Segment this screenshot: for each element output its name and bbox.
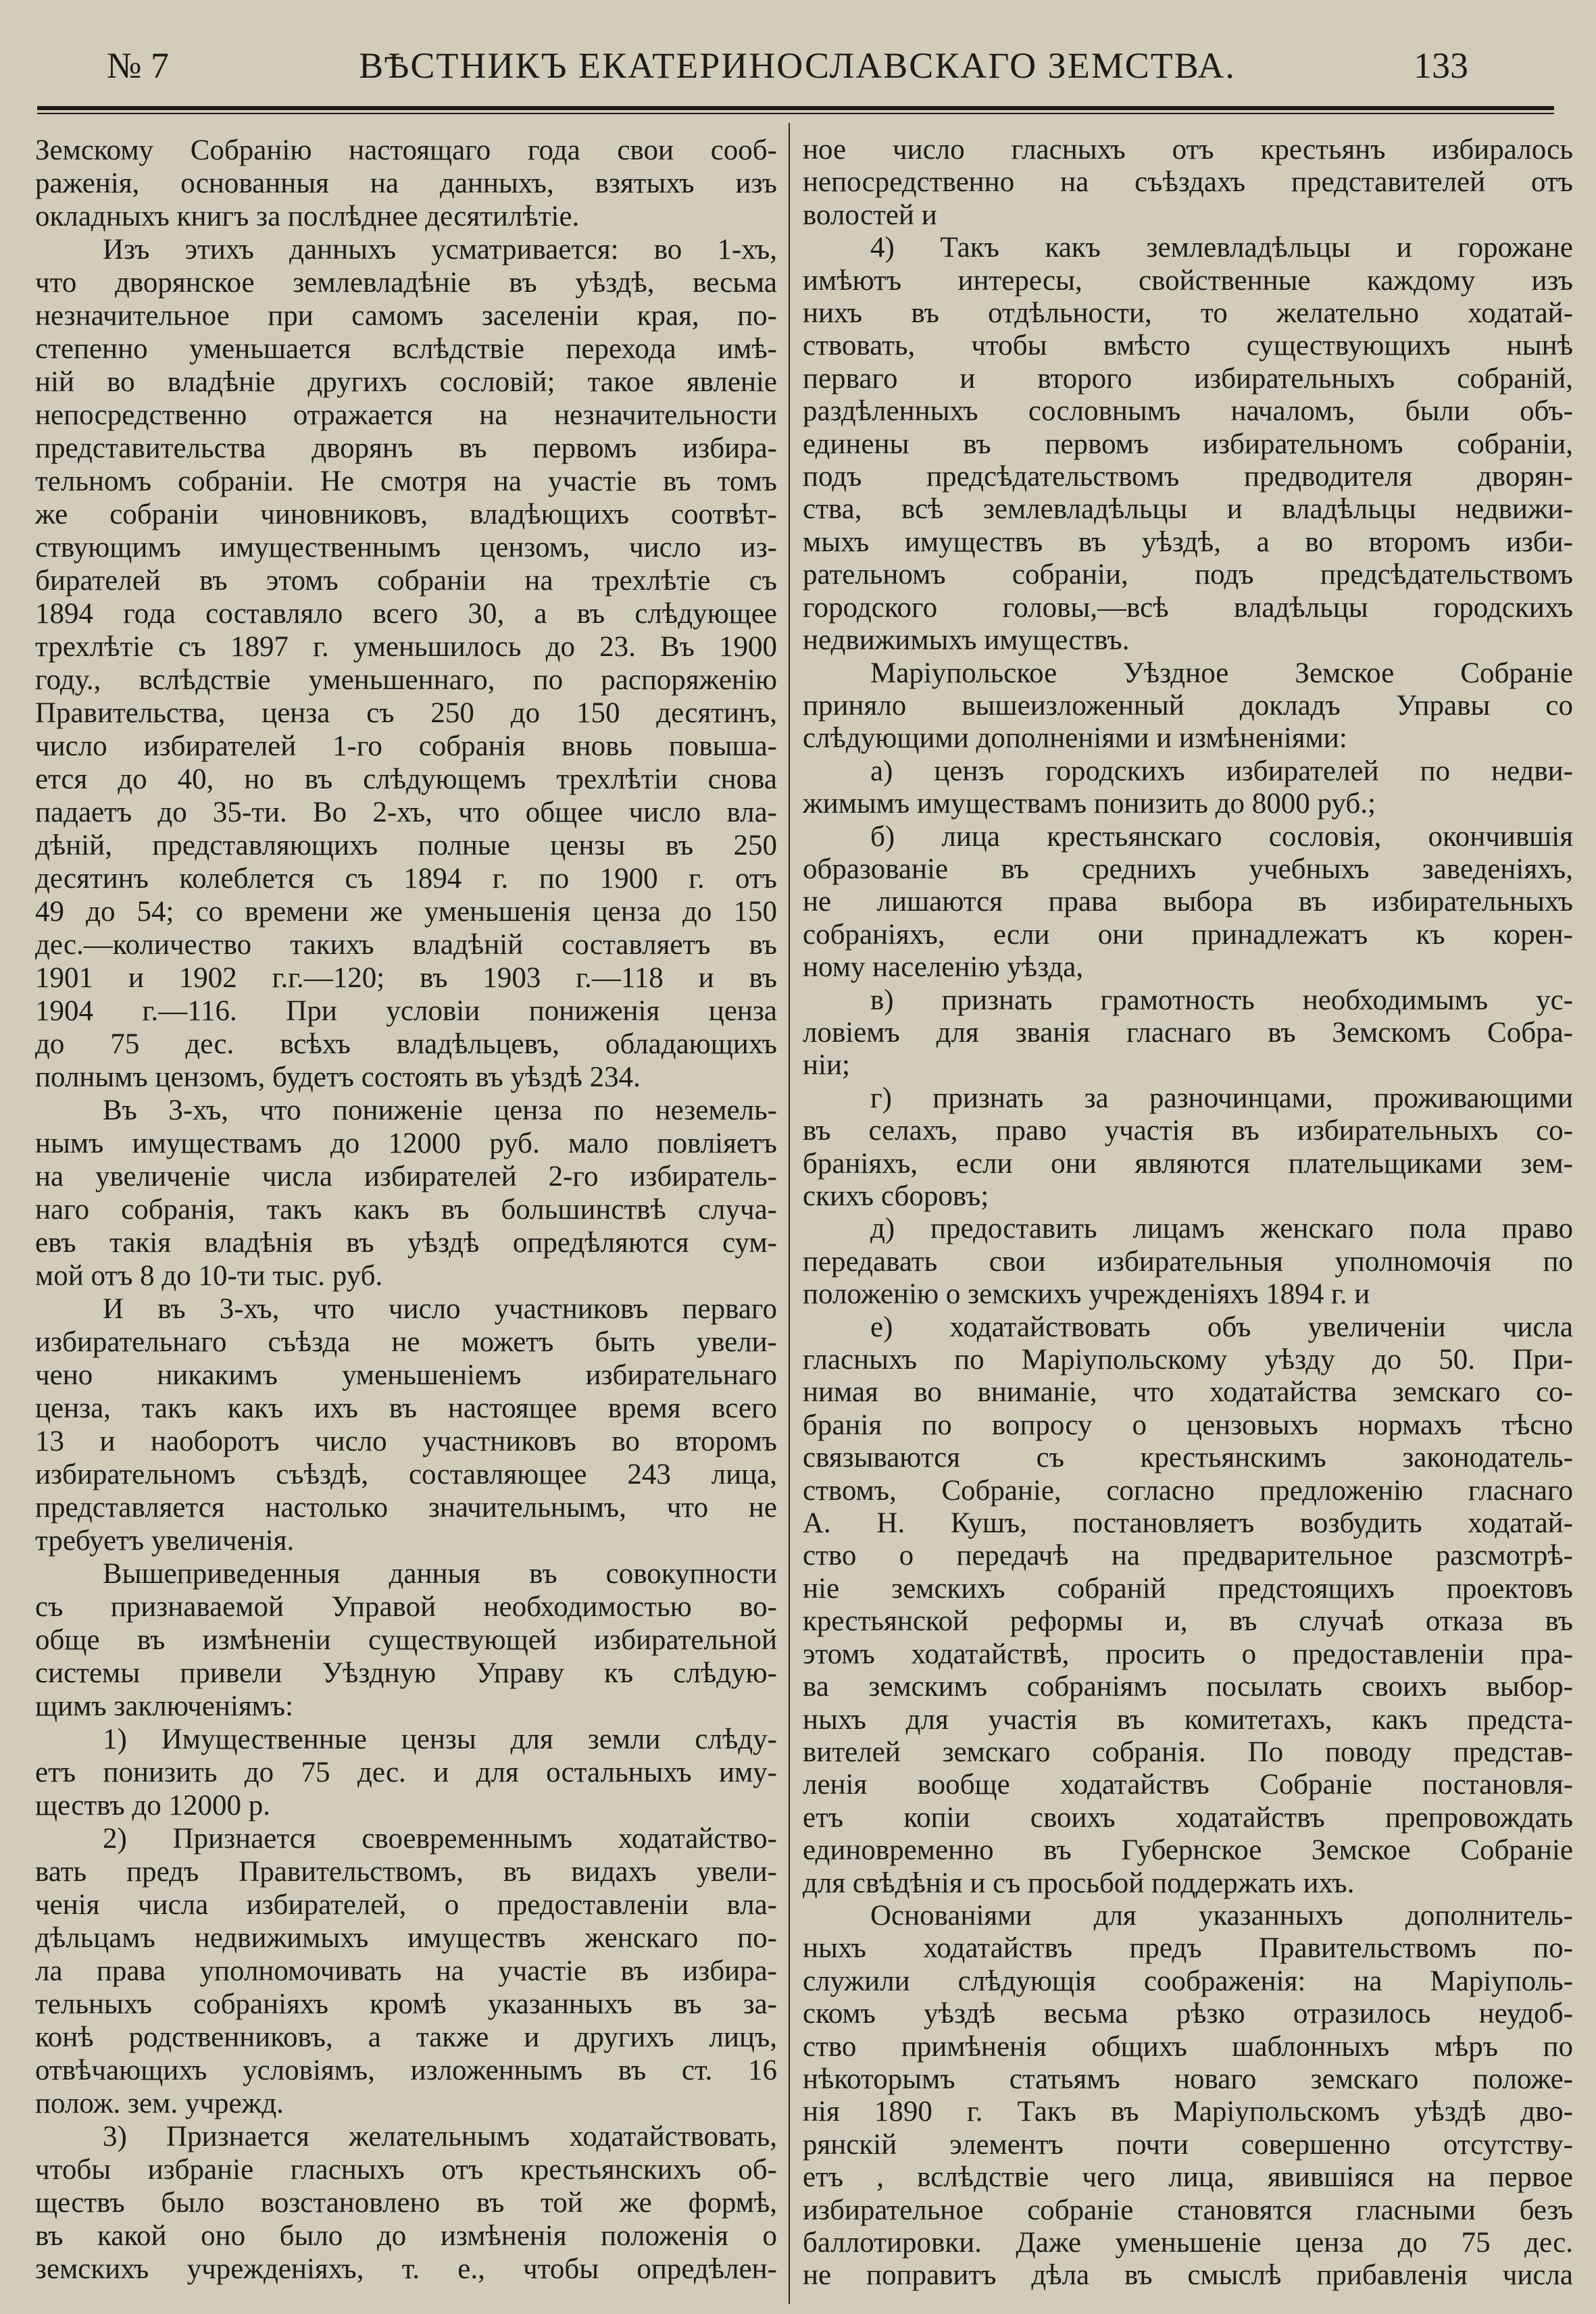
text-line: бирателей въ этомъ собраніи на трехлѣтіе съ [35,565,777,597]
text-line: д) предоставить лицамъ женскаго пола право [870,1213,1573,1245]
text-line: волостей и [803,199,937,231]
text-line: недвижимыхъ имуществъ. [803,624,1130,657]
paragraph [803,821,1573,984]
text-line: требуетъ увеличенія. [35,1525,295,1557]
right-column [803,134,1573,2292]
text-line: ловіемъ для званія гласнаго въ Земскомъ Собра- [803,1016,1573,1049]
text-line: мыхъ имуществъ въ уѣздѣ, а во второмъ изби- [803,526,1573,558]
text-line: вителей земскаго собранія. По поводу представ- [803,1736,1573,1768]
text-line: земскихъ учрежденіяхъ, т. е., чтобы опредѣлен- [35,2253,777,2285]
text-line: б) лица крестьянскаго сословія, окончившія [870,820,1573,853]
text-line: ла права уполномочивать на участіе въ избира- [35,1955,777,1987]
text-line: для свѣдѣнія и съ просьбой поддержать ихъ. [803,1867,1355,1899]
paragraph [803,1900,1573,2292]
header-rule [37,106,1554,114]
text-line: на увеличеніе числа избирателей 2-го избиратель- [35,1161,777,1192]
text-line: представляется настолько значительнымъ, что не [35,1492,777,1524]
text-line: собраніяхъ, если они принадлежатъ къ корен- [803,918,1573,951]
text-line: тельныхъ собраніяхъ кромѣ указанныхъ въ за- [35,1988,777,2020]
text-line: ствовать, чтобы вмѣсто существующихъ нынѣ [803,330,1573,362]
text-line: ценза, такъ какъ ихъ въ настоящее время всего [35,1392,777,1424]
text-line: окладныхъ книгъ за послѣднее десятилѣтіе. [35,201,580,232]
text-line: скомъ уѣздѣ весьма рѣзко отразилось неудоб- [803,1998,1573,2030]
text-line: рательномъ собраніи, подъ предсѣдательствомъ [803,559,1573,591]
text-line: ченія числа избирателей, о предоставленіи вла- [35,1889,777,1921]
text-line: ва земскимъ собраніямъ посылать своихъ выбор- [803,1671,1573,1703]
text-line: раженія, основанныя на данныхъ, взятыхъ изъ [35,168,777,199]
text-line: Маріупольское Уѣздное Земское Собраніе [870,657,1573,689]
text-line: трехлѣтіе съ 1897 г. уменьшилось до 23. Въ 1900 [35,631,777,663]
text-line: этомъ ходатайствѣ, просить о предоставленіи пра- [803,1638,1573,1670]
journal-title: ВѢСТНИКЪ ЕКАТЕРИНОСЛАВСКАГО ЗЕМСТВА. [359,45,1236,86]
text-line: 4) Такъ какъ землевладѣльцы и горожане [870,232,1573,264]
paragraph [35,1822,777,2120]
issue-number: № 7 [107,45,170,86]
text-line: слѣдующими дополненіями и измѣненіями: [803,722,1347,755]
text-line: 49 до 54; со времени же уменьшенія ценза до 150 [35,896,777,928]
text-line: ленія вообще ходатайствъ Собраніе постановля- [803,1769,1573,1801]
paragraph [803,134,1573,232]
page-number: 133 [1414,45,1468,86]
text-line: гласныхъ по Маріупольскому уѣзду до 50. При- [803,1344,1573,1376]
text-line: ствующимъ имущественнымъ цензомъ, число из- [35,532,777,563]
text-line: 1) Имущественные цензы для земли слѣду- [103,1724,777,1755]
text-line: до 75 дес. всѣхъ владѣльцевъ, обладающихъ [35,1028,777,1060]
text-line: 2) Признается своевременнымъ ходатайство- [103,1823,777,1855]
text-line: етъ , вслѣдствіе чего лица, явившіяся на первое [803,2161,1573,2194]
text-line: щимъ заключеніямъ: [35,1690,294,1722]
text-line: городского головы,—всѣ владѣльцы городскихъ [803,591,1573,624]
text-line: ному населенію уѣзда, [803,951,1084,984]
text-line: избирательнаго съѣзда не можетъ быть увели- [35,1326,777,1358]
text-line: перваго и второго избирательныхъ собраній, [803,362,1573,395]
text-line: нимая во вниманіе, что ходатайства земскаго со- [803,1376,1573,1409]
paragraph [35,1094,777,1292]
text-line: непосредственно отражается на незначительности [35,399,777,431]
text-line: крестьянской реформы и, въ случаѣ отказа въ [803,1605,1573,1638]
text-line: полнымъ цензомъ, будетъ состоять въ уѣздѣ 234. [35,1061,641,1093]
paragraph [803,984,1573,1082]
text-line: передавать свои избирательныя уполномочія по [803,1245,1573,1278]
paragraph [35,2120,777,2286]
text-line: съ признаваемой Управой необходимостью во- [35,1591,777,1623]
text-line: ніи; [803,1049,850,1082]
text-line: единены въ первомъ избирательномъ собраніи, [803,428,1573,460]
text-line: что дворянское землевладѣніе въ уѣздѣ, весьма [35,267,777,299]
text-line: единовременно въ Губернское Земское Собраніе [803,1834,1573,1867]
text-line: ныхъ для участія въ комитетахъ, какъ предста- [803,1703,1573,1736]
text-line: бранія по вопросу о цензовыхъ нормахъ тѣсно [803,1409,1573,1441]
text-line: 1904 г.—116. При условіи пониженія ценза [35,995,777,1027]
text-line: связываются съ крестьянскимъ законодатель- [803,1442,1573,1474]
text-line: жимымъ имуществамъ понизить до 8000 руб.; [803,788,1376,820]
text-line: е) ходатайствовать объ увеличеніи числа [870,1311,1573,1343]
text-line: нихъ въ отдѣльности, то желательно ходатай- [803,297,1573,330]
text-line: чтобы избраніе гласныхъ отъ крестьянскихъ об- [35,2154,777,2186]
text-line: подъ предсѣдательствомъ предводителя дворян- [803,461,1573,493]
text-line: служили слѣдующія соображенія: на Маріуполь- [803,1965,1573,1997]
text-line: етъ понизить до 75 дес. и для остальныхъ иму- [35,1757,777,1788]
paragraph [35,1723,777,1822]
text-line: году., вслѣдствіе уменьшеннаго, по распоряженію [35,664,777,696]
paragraph [35,134,777,233]
text-line: раздѣленныхъ сословнымъ началомъ, были объ- [803,395,1573,428]
text-line: баллотировки. Даже уменьшеніе ценза до 75 дес. [803,2227,1573,2259]
text-line: падаетъ до 35-ти. Во 2-хъ, что общее число вла- [35,797,777,828]
text-line: же собраніи чиновниковъ, владѣющихъ соотвѣт- [35,499,777,530]
paragraph [35,233,777,1094]
paragraph [803,657,1573,755]
text-line: нымъ имуществамъ до 12000 руб. мало повліяетъ [35,1128,777,1159]
text-line: ществъ до 12000 р. [35,1790,270,1821]
paragraph [803,1213,1573,1311]
text-line: А. Н. Кушъ, постановляетъ возбудить ходатай- [803,1507,1573,1540]
paragraph [803,232,1573,657]
text-line: образованіе въ среднихъ учебныхъ заведеніяхъ, [803,853,1573,885]
text-line: системы привели Уѣздную Управу къ слѣдую- [35,1657,777,1689]
text-line: положенію о земскихъ учрежденіяхъ 1894 г. и [803,1278,1370,1311]
text-line: ныхъ ходатайствъ предъ Правительствомъ по- [803,1932,1573,1965]
left-column [35,134,777,2286]
text-line: ство о передачѣ на предварительное разсмотрѣ- [803,1540,1573,1572]
text-line: г) признать за разночинцами, проживающими [870,1082,1573,1114]
text-line: обще въ измѣненіи существующей избирательной [35,1624,777,1656]
text-line: приняло вышеизложенный докладъ Управы со [803,689,1573,722]
text-line: етъ копіи своихъ ходатайствъ препровождать [803,1801,1573,1834]
text-line: Въ 3-хъ, что пониженіе ценза по неземель- [103,1095,777,1126]
text-line: 1894 года составляло всего 30, а въ слѣдующее [35,598,777,630]
text-line: 3) Признается желательнымъ ходатайствовать, [103,2121,777,2153]
text-line: ется до 40, но въ слѣдующемъ трехлѣтіи снова [35,763,777,795]
text-line: ное число гласныхъ отъ крестьянъ избиралось [803,134,1573,166]
text-line: отвѣчающихъ условіямъ, изложеннымъ въ ст. 16 [35,2055,777,2086]
text-line: въ какой оно было до измѣненія положенія о [35,2220,777,2252]
text-line: в) признать грамотность необходимымъ ус- [870,984,1573,1016]
text-line: избирательное собраніе становятся гласными безъ [803,2194,1573,2226]
text-line: нія 1890 г. Такъ въ Маріупольскомъ уѣздѣ дво- [803,2096,1573,2128]
text-line: десятинъ колеблется съ 1894 г. по 1900 г. отъ [35,863,777,895]
text-line: чено никакимъ уменьшеніемъ избирательнаго [35,1359,777,1391]
text-line: Основаніями для указанныхъ дополнитель- [870,1899,1573,1932]
text-line: ществъ было возстановлено въ той же формѣ, [35,2187,777,2219]
text-line: степенно уменьшается вслѣдствіе перехода имѣ- [35,333,777,365]
text-line: дес.—количество такихъ владѣній составляетъ въ [35,929,777,961]
text-line: Изъ этихъ данныхъ усматривается: во 1-хъ, [103,234,777,266]
text-line: тельномъ собраніи. Не смотря на участіе въ томъ [35,466,777,497]
text-line: непосредственно на съѣздахъ представителей отъ [803,166,1573,199]
paragraph [803,1082,1573,1213]
text-line: рянскій элементъ почти совершенно отсутству- [803,2128,1573,2161]
text-line: не лишаются права выбора въ избирательныхъ [803,886,1573,918]
text-line: число избирателей 1-го собранія вновь повыша- [35,730,777,762]
text-line: избирательномъ съѣздѣ, составляющее 243 лица, [35,1459,777,1490]
text-line: ствомъ, Собраніе, согласно предложенію гласнаго [803,1474,1573,1507]
column-divider [789,123,790,2304]
text-line: нѣкоторымъ статьямъ новаго земскаго положе- [803,2063,1573,2095]
text-line: наго собранія, такъ какъ въ большинствѣ случа- [35,1194,777,1226]
text-line: ства, всѣ землевладѣльцы и владѣльцы недвижи- [803,493,1573,526]
text-line: представительства дворянъ въ первомъ избира- [35,432,777,464]
text-line: полож. зем. учрежд. [35,2088,284,2119]
text-line: въ селахъ, право участія въ избирательныхъ со- [803,1115,1573,1147]
text-line: И въ 3-хъ, что число участниковъ перваго [103,1293,777,1325]
paragraph [803,1311,1573,1900]
text-line: скихъ сборовъ; [803,1180,989,1212]
text-line: ній во владѣніе другихъ сословій; такое явленіе [35,366,777,398]
text-line: не поправитъ дѣла въ смыслѣ прибавленія числа [803,2259,1573,2292]
text-line: евъ такія владѣнія въ уѣздѣ опредѣляются сум- [35,1227,777,1259]
text-line: дѣльцамъ недвижимыхъ имуществъ женскаго по- [35,1922,777,1954]
text-line: ство примѣненія общихъ шаблонныхъ мѣръ по [803,2030,1573,2063]
paragraph [803,755,1573,821]
text-line: конѣ родственниковъ, а также и другихъ лицъ, [35,2021,777,2053]
text-line: а) цензъ городскихъ избирателей по недви- [870,755,1573,787]
text-line: дѣній, представляющихъ полные цензы въ 250 [35,830,777,861]
text-line: ніе земскихъ собраній предстоящихъ проектовъ [803,1572,1573,1605]
text-line: вать предъ Правительствомъ, въ видахъ увели- [35,1856,777,1888]
text-line: незначительное при самомъ заселеніи края, по- [35,300,777,332]
text-line: Земскому Собранію настоящаго года свои сооб- [35,134,777,166]
text-line: Вышеприведенныя данныя въ совокупности [103,1558,777,1590]
paragraph [35,1292,777,1557]
paragraph [35,1557,777,1723]
text-line: 13 и наоборотъ число участниковъ во второмъ [35,1426,777,1457]
text-line: 1901 и 1902 г.г.—120; въ 1903 г.—118 и въ [35,962,777,994]
text-line: браніяхъ, если они являются плательщиками зем- [803,1147,1573,1180]
text-line: Правительства, ценза съ 250 до 150 десятинъ, [35,697,777,729]
text-line: имѣютъ интересы, свойственные каждому изъ [803,264,1573,297]
text-line: мой отъ 8 до 10-ти тыс. руб. [35,1260,383,1292]
